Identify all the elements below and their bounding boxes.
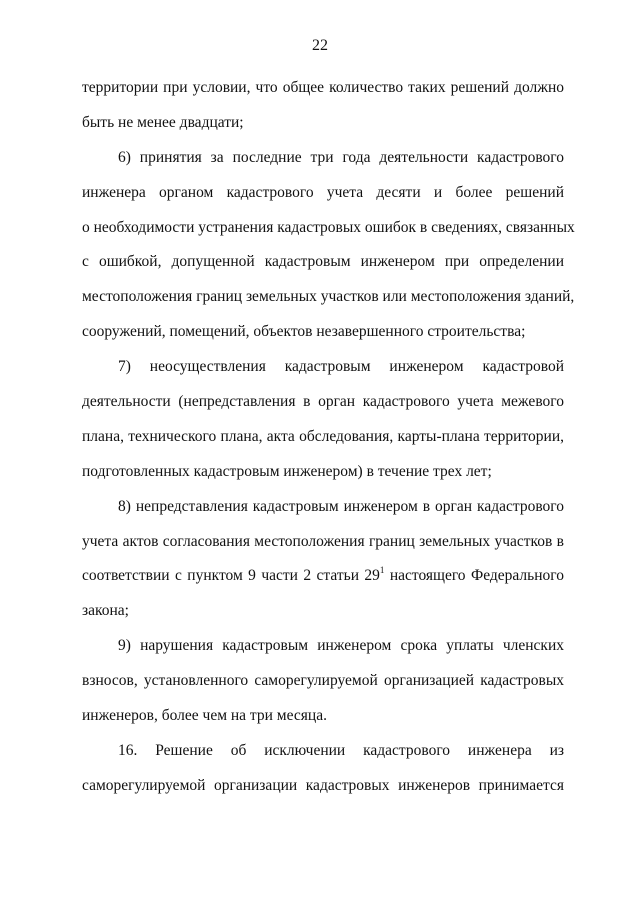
text-line: плана, технического плана, акта обследования, карты-плана территории, <box>82 427 564 445</box>
text-line: подготовленных кадастровым инженером) в течение трех лет; <box>82 462 492 480</box>
section-16-line: 16. Решение об исключении кадастрового инженера из <box>118 741 564 759</box>
text-line: сооружений, помещений, объектов незавершенного строительства; <box>82 323 526 341</box>
text-line: учета актов согласования местоположения границ земельных участков в <box>82 532 564 550</box>
text-line: быть не менее двадцати; <box>82 113 244 131</box>
text-segment: соответствии с пунктом 9 части 2 статьи 29 <box>82 567 380 585</box>
text-line-with-superscript <box>82 566 564 601</box>
text-line: деятельности (непредставления в орган кадастрового учета межевого <box>82 393 564 411</box>
list-item-8-line: 8) непредставления кадастровым инженером в орган кадастрового <box>118 497 564 515</box>
text-line: инженеров, более чем на три месяца. <box>82 707 327 725</box>
text-line: территории при условии, что общее количество таких решений должно <box>82 79 564 96</box>
text-line: закона; <box>82 602 129 620</box>
text-line: с ошибкой, допущенной кадастровым инженером при определении <box>82 253 564 271</box>
list-item-7-line: 7) неосуществления кадастровым инженером кадастровой <box>118 358 564 376</box>
list-item-6-line: 6) принятия за последние три года деятельности кадастрового <box>118 148 564 166</box>
document-body <box>82 78 575 811</box>
text-line: инженера органом кадастрового учета десяти и более решений <box>82 183 564 201</box>
text-segment: настоящего Федерального <box>384 567 564 585</box>
text-line: взносов, установленного саморегулируемой организацией кадастровых <box>82 672 564 690</box>
text-line: о необходимости устранения кадастровых ошибок в сведениях, связанных <box>82 218 575 236</box>
list-item-9-line: 9) нарушения кадастровым инженером срока уплаты членских <box>118 637 564 655</box>
superscript: 1 <box>379 565 385 576</box>
text-line: местоположения границ земельных участков или местоположения зданий, <box>82 288 575 306</box>
page-number: 22 <box>312 37 328 54</box>
text-line: саморегулируемой организации кадастровых инженеров принимается <box>82 776 564 794</box>
